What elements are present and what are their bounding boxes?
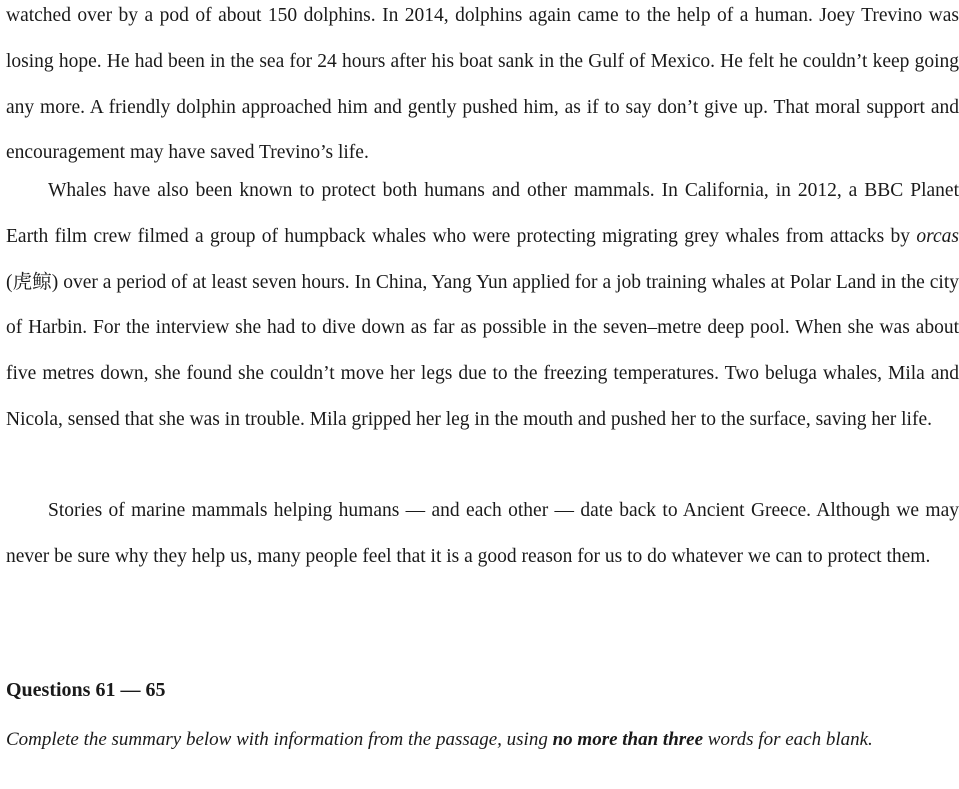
instruction-emphasis: no more than three	[552, 729, 704, 750]
passage-paragraph-2	[6, 168, 959, 443]
instruction-text-end: words for each blank.	[703, 729, 873, 750]
paragraph-2-text-end: (虎鲸) over a period of at least seven hours. In China, Yang Yun applied for a job training whales at Polar Land in the city of Harbin. For the interview she had to dive down as far as possible in the seven–metre deep pool. When she was about five metres down, she found she couldn’t move her legs due to the freezing temperatures. Two beluga whales, Mila and Nicola, sensed that she was in trouble. Mila gripped her leg in the mouth and pushed her to the surface, saving her life.	[6, 271, 959, 430]
instruction-text-start: Complete the summary below with information from the passage, using	[6, 729, 553, 750]
passage-paragraph-3: Stories of marine mammals helping humans — and each other — date back to Ancient Greece. Although we may never be sure why they help us, many people feel that it is a good reason for us to do whatever we can to protect them.	[6, 500, 959, 567]
orcas-italic-term: orcas	[916, 225, 959, 247]
questions-heading: Questions 61 — 65	[6, 679, 166, 701]
questions-instructions	[6, 718, 959, 762]
passage-paragraph-1: watched over by a pod of about 150 dolphins. In 2014, dolphins again came to the help of a human. Joey Trevino was losing hope. He had been in the sea for 24 hours after his boat sank in the Gulf of Mexico. He felt he couldn’t keep going any more. A friendly dolphin approached him and gently pushed him, as if to say don’t give up. That moral support and encouragement may have saved Trevino’s life.	[6, 5, 959, 164]
paragraph-2-text-start: Whales have also been known to protect both humans and other mammals. In California, in 2012, a BBC Planet Earth film crew filmed a group of humpback whales who were protecting migrating grey whales from attacks by	[6, 180, 959, 247]
